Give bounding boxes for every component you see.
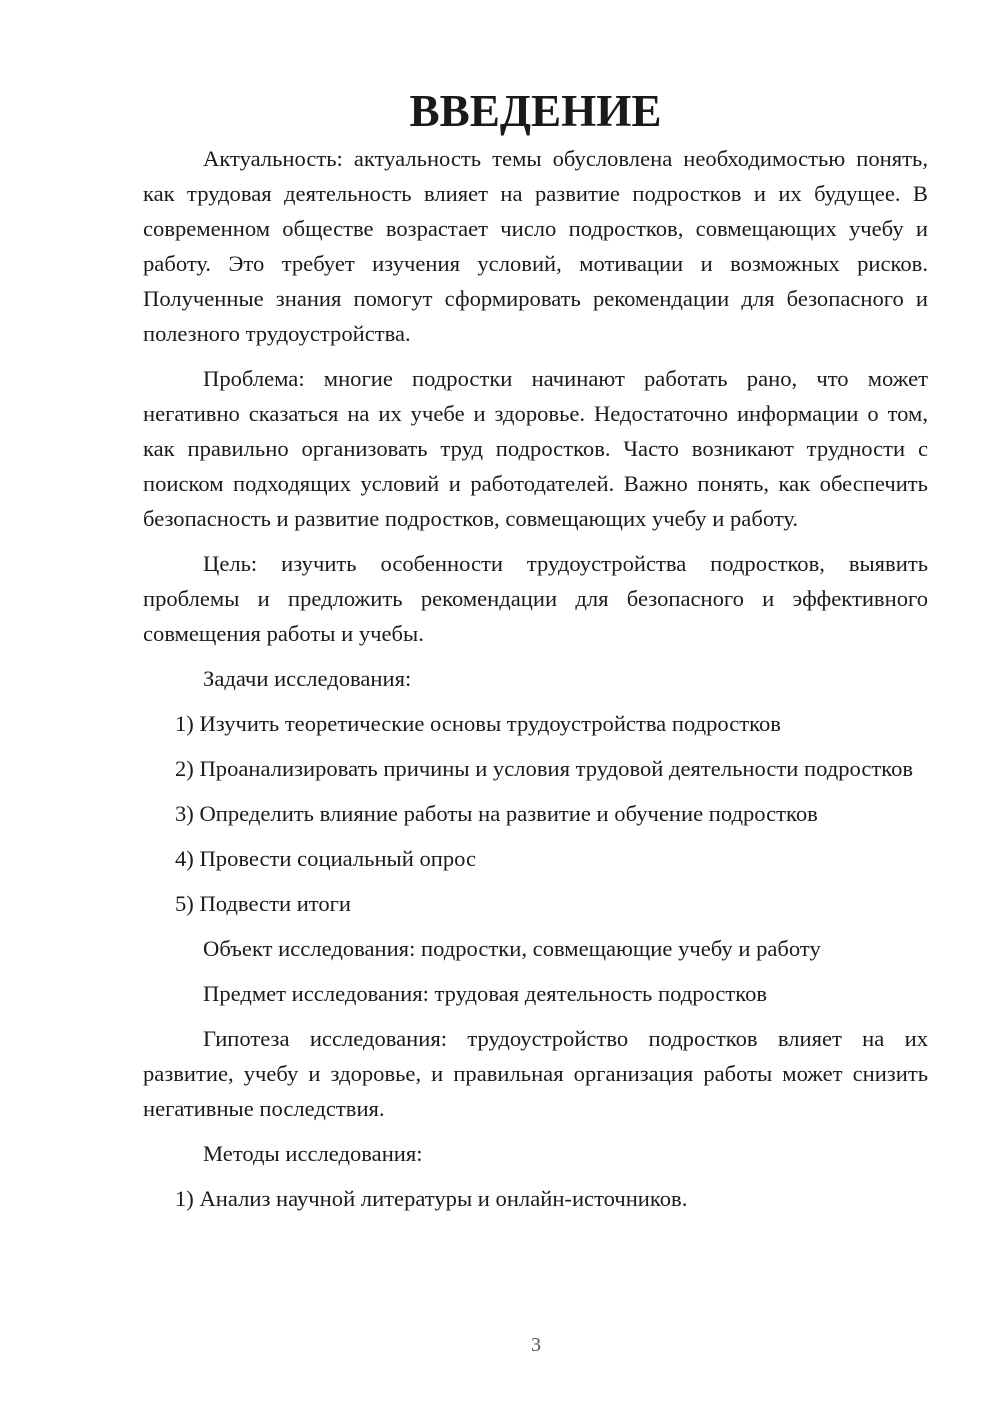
- task-item-5: 5) Подвести итоги: [175, 891, 352, 916]
- page-number: 3: [531, 1334, 541, 1356]
- task-item-3: 3) Определить влияние работы на развитие и обучение подростков: [175, 801, 818, 826]
- method-item-1: 1) Анализ научной литературы и онлайн-источников.: [175, 1186, 688, 1211]
- research-subject: Предмет исследования: трудовая деятельность подростков: [203, 981, 768, 1006]
- task-item-2: 2) Проанализировать причины и условия трудовой деятельности подростков: [175, 756, 914, 781]
- task-item-1: 1) Изучить теоретические основы трудоустройства подростков: [175, 711, 781, 736]
- hypothesis-paragraph: Гипотеза исследования: трудоустройство подростков влияет на их развитие, учебу и здоровье, и правильная организация работы может снизить негативные последствия.: [143, 1026, 928, 1121]
- methods-list: [143, 1181, 928, 1216]
- tasks-list: [143, 706, 928, 921]
- task-item-4: 4) Провести социальный опрос: [175, 846, 477, 871]
- relevance-paragraph: Актуальность: актуальность темы обусловлена необходимостью понять, как трудовая деятельность влияет на развитие подростков и их будущее. В современном обществе возрастает число подростков, совмещающих учебу и работу. Это требует изучения условий, мотивации и возможных рисков. Полученные знания помогут сформировать рекомендации для безопасного и полезного трудоустройства.: [143, 146, 928, 346]
- research-object: Объект исследования: подростки, совмещающие учебу и работу: [203, 936, 821, 961]
- tasks-heading: Задачи исследования:: [203, 666, 412, 691]
- page-content: [143, 86, 928, 1226]
- goal-paragraph: Цель: изучить особенности трудоустройства подростков, выявить проблемы и предложить рекомендации для безопасного и эффективного совмещения работы и учебы.: [143, 551, 928, 646]
- methods-heading: Методы исследования:: [203, 1141, 423, 1166]
- page-title: ВВЕДЕНИЕ: [409, 86, 662, 136]
- problem-paragraph: Проблема: многие подростки начинают работать рано, что может негативно сказаться на их учебе и здоровье. Недостаточно информации о том, как правильно организовать труд подростков. Часто возникают трудности с поиском подходящих условий и работодателей. Важно понять, как обеспечить безопасность и развитие подростков, совмещающих учебу и работу.: [143, 366, 928, 531]
